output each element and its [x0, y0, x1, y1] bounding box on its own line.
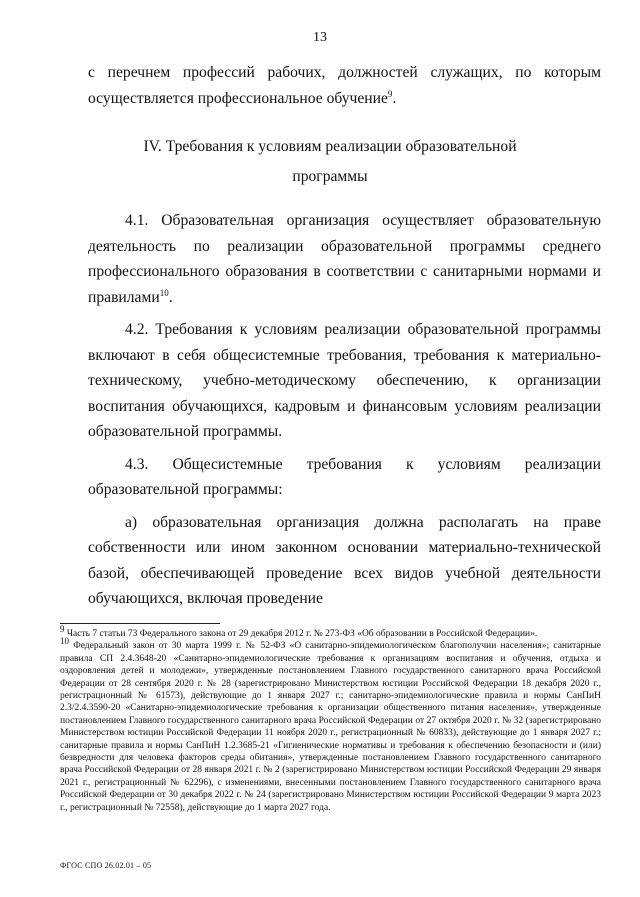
section-heading-line1: IV. Требования к условиям реализации образовательной [143, 138, 517, 155]
footnotes [60, 623, 602, 814]
footnote-9: $^9$ Часть 7 статьи 73 Федерального закона от 29 декабря 2012 г. № 273-ФЗ «Об образовании в Российской Федерации». [60, 623, 538, 639]
continuation-text: с перечнем профессий рабочих, должностей служащих, по которым осуществляется профессиональное обучение [88, 64, 601, 107]
paragraph-4-3: 4.3. Общесистемные требования к условиям реализации образовательной программы: [88, 455, 601, 498]
main-text [88, 208, 601, 612]
section-heading-line2: программы [292, 168, 368, 185]
paragraph-a: а) образовательная организация должна располагать на праве собственности или ином законном основании материально-технической базой, обеспечивающей проведение всех видов учебной деятельности обучающихся, включая проведение [88, 513, 601, 607]
page-number: 13 [313, 30, 327, 45]
footnote-separator [60, 623, 220, 624]
paragraph-4-2: 4.2. Требования к условиям реализации образовательной программы включают в себя общесистемные требования, требования к материально-техническому, учебно-методическому обеспечению, к организации воспитания обучающихся, кадровым и финансовым условиям реализации образовательной программы. [88, 321, 601, 440]
document-footer: ФГОС СПО 26.02.01 – 05 [60, 861, 152, 870]
footnote-10: $^{10}$ Федеральный закон от 30 марта 1999 г. № 52-ФЗ «О санитарно-эпидемиологическом благополучии населения»; санитарные правила СП 2.4.3648-20 «Санитарно-эпидемиологические требования к организациям воспитания и обучения, отдыха и оздоровления детей и молодежи», утвержденные постановлением Главного государственного санитарного врача Российской Федерации от 28 сентября 2020 г. № 28 (зарегистрировано Министерством юстиции Российской Федерации 18 декабря 2020 г., регистрационный № 61573), действующие до 1 января 2027 г.; санитарно-эпидемиологические правила и нормы СанПиН 2.3/2.4.3590-20 «Санитарно-эпидемиологические требования к организации общественного питания населения», утвержденные постановлением Главного государственного санитарного врача Российской Федерации от 27 октября 2020 г. № 32 (зарегистрировано Министерством юстиции Российской Федерации 11 ноября 2020 г., регистрационный № 60833), действующие до 1 января 2027 г.; санитарные правила и нормы СанПиН 1.2.3685-21 «Гигиенические нормативы и требования к обеспечению безопасности и (или) безвредности для человека факторов среды обитания», утвержденные постановлением Главного государственного санитарного врача Российской Федерации от 28 января 2021 г. № 2 (зарегистрировано Министерством юстиции Российской Федерации 29 января 2021 г., регистрационный № 62296), с изменениями, внесенными постановлением Главного государственного санитарного врача Российской Федерации от 30 декабря 2022 г. № 24 (зарегистрировано Министерством юстиции Российской Федерации 9 марта 2023 г., регистрационный № 72558), действующие до 1 марта 2027 года. [60, 636, 602, 813]
section-heading [60, 132, 600, 192]
footnote-ref-9: 9 [387, 88, 393, 99]
paragraph-4-1: 4.1. Образовательная организация осуществляет образовательную деятельность по реализации образовательной программы среднего профессионального образования в соответствии с санитарными нормами и правилами$^{10}$. [88, 212, 601, 306]
footnote-ref-10: 10 [159, 287, 169, 298]
continuation-paragraph: с перечнем профессий рабочих, должностей служащих, по которым осуществляется профессиональное обучение$^9$. [88, 64, 601, 107]
